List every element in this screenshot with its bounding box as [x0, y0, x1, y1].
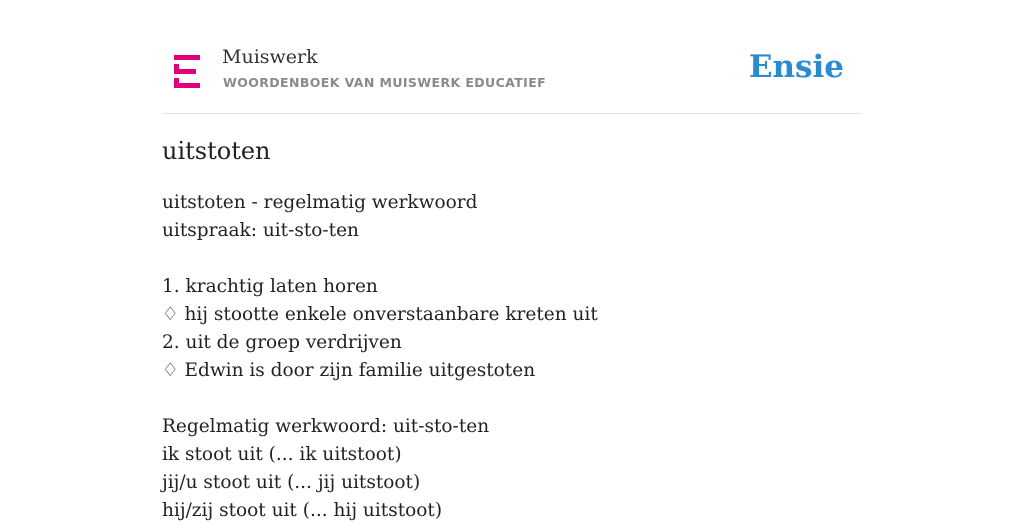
site-name[interactable]: Muiswerk [222, 46, 318, 68]
conjugation-line: ik stoot uit (... ik uitstoot) [162, 444, 402, 465]
example-line: ♢ Edwin is door zijn familie uitgestoten [162, 360, 536, 381]
entry-pronunciation-line: uitspraak: uit-sto-ten [162, 220, 359, 241]
site-header [162, 0, 862, 114]
page [162, 0, 862, 521]
entry-head-line: uitstoten - regelmatig werkwoord [162, 192, 478, 213]
meaning-line: 1. krachtig laten horen [162, 276, 378, 297]
conjugation-heading: Regelmatig werkwoord: uit-sto-ten [162, 416, 490, 437]
muiswerk-logo-icon[interactable] [174, 55, 200, 88]
spacer [162, 385, 598, 413]
conjugation-line: jij/u stoot uit (... jij uitstoot) [162, 472, 421, 493]
site-subtitle: WOORDENBOEK VAN MUISWERK EDUCATIEF [223, 75, 547, 90]
entry-content [162, 189, 598, 525]
entry-title: uitstoten [162, 137, 271, 165]
spacer [162, 245, 598, 273]
ensie-logo-link[interactable]: Ensie [748, 49, 844, 85]
example-line: ♢ hij stootte enkele onverstaanbare kreten uit [162, 304, 598, 325]
meaning-line: 2. uit de groep verdrijven [162, 332, 402, 353]
conjugation-line: hij/zij stoot uit (... hij uitstoot) [162, 500, 443, 521]
